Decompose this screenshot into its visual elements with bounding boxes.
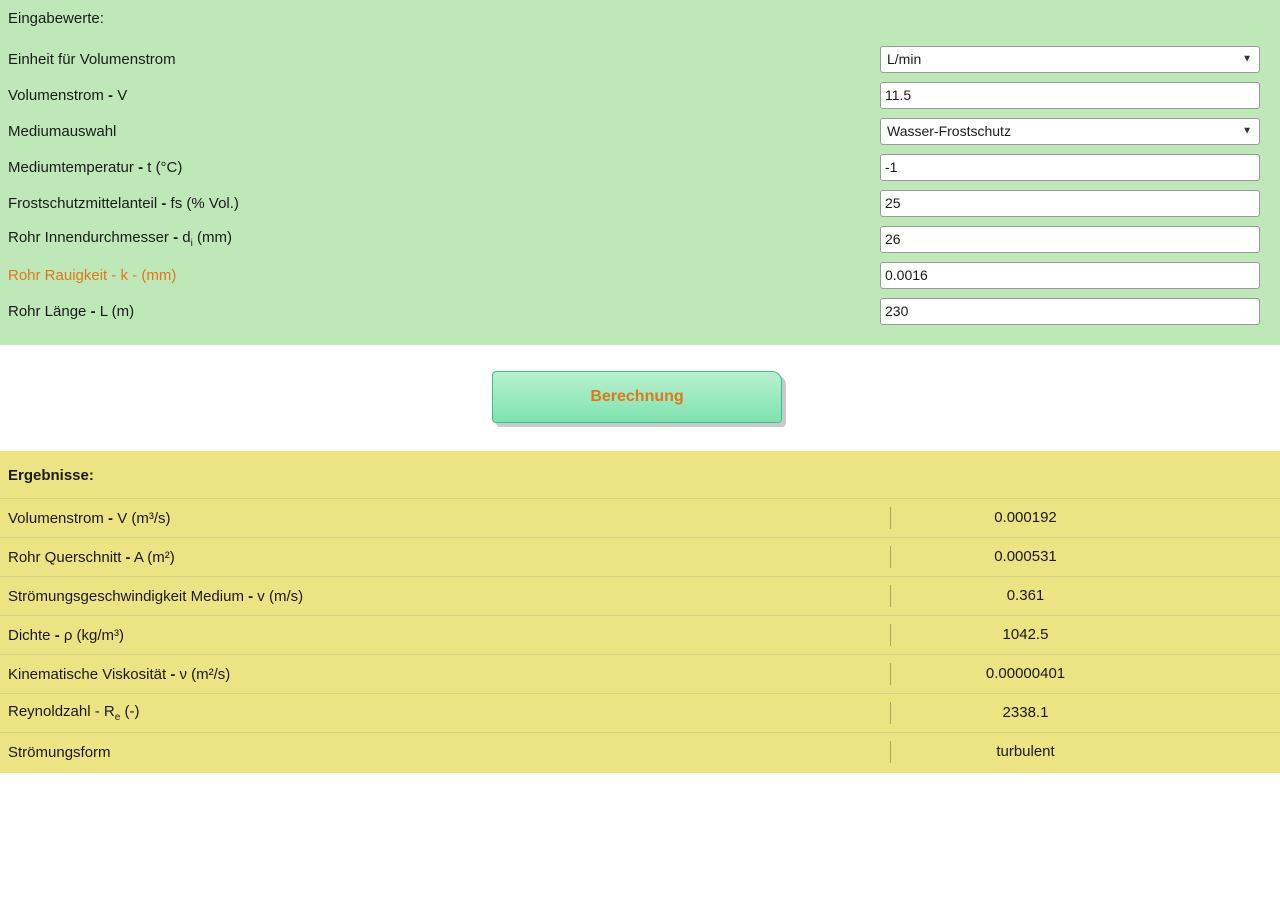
result-label-kinematic-viscosity: Kinematische Viskosität - ν (m²/s) <box>8 665 231 683</box>
input-antifreeze-share[interactable] <box>880 190 1260 217</box>
field-cell-pipe-roughness <box>880 262 1280 289</box>
table-row <box>0 537 1280 576</box>
label-pipe-roughness <box>0 267 880 284</box>
field-cell-pipe-inner-diameter <box>880 226 1280 253</box>
table-row <box>0 732 1280 771</box>
result-value-kinematic-viscosity: 0.00000401 <box>890 663 1280 685</box>
result-value-reynolds-number: 2338.1 <box>890 702 1280 724</box>
table-row <box>0 654 1280 693</box>
input-pipe-inner-diameter[interactable] <box>880 226 1260 253</box>
table-row <box>0 498 1280 537</box>
action-area <box>0 361 1280 451</box>
field-cell-medium <box>880 118 1280 145</box>
field-cell-pipe-length <box>880 298 1280 325</box>
select-wrap-volume-flow-unit <box>880 46 1260 73</box>
field-cell-medium-temperature <box>880 154 1280 181</box>
form-row-pipe-roughness <box>0 257 1280 293</box>
form-row-medium-temperature <box>0 149 1280 185</box>
form-row-medium <box>0 113 1280 149</box>
result-label-flow-regime <box>0 744 890 761</box>
chevron-down-icon: ▼ <box>1242 53 1252 65</box>
label-volume-flow-unit <box>0 51 880 68</box>
result-value-flow-regime: turbulent <box>890 741 1280 763</box>
result-value-density: 1042.5 <box>890 624 1280 646</box>
result-label-density: Dichte - ρ (kg/m³) <box>8 626 125 644</box>
label-text: Einheit für Volumenstrom <box>8 50 176 68</box>
result-label-pipe-cross-section: Rohr Querschnitt - A (m²) <box>8 548 175 566</box>
form-row-pipe-length <box>0 293 1280 329</box>
label-medium <box>0 123 880 140</box>
table-row <box>0 693 1280 732</box>
label-text: Rohr Rauigkeit - k - (mm) <box>8 266 177 284</box>
table-row <box>0 615 1280 654</box>
select-volume-flow-unit[interactable] <box>880 46 1260 73</box>
results-panel-title: Ergebnisse: <box>8 467 94 484</box>
result-label-flow-velocity: Strömungsgeschwindigkeit Medium - v (m/s) <box>8 587 304 605</box>
label-text: Strömungsform <box>8 743 111 761</box>
label-medium-temperature: Mediumtemperatur - t (°C) <box>8 158 183 176</box>
result-value-pipe-cross-section: 0.000531 <box>890 546 1280 568</box>
field-cell-volume-flow <box>880 82 1280 109</box>
input-pipe-roughness[interactable] <box>880 262 1260 289</box>
result-label-volume-flow: Volumenstrom - V (m³/s) <box>8 509 171 527</box>
input-values-panel <box>0 0 1280 345</box>
chevron-down-icon: ▼ <box>1242 125 1252 137</box>
field-cell-antifreeze-share <box>880 190 1280 217</box>
result-value-flow-velocity: 0.361 <box>890 585 1280 607</box>
panel-divider <box>0 345 1280 361</box>
label-pipe-inner-diameter: Rohr Innendurchmesser - $d_i$ (mm) <box>8 229 232 249</box>
form-row-volume-flow-unit <box>0 41 1280 77</box>
input-medium-temperature[interactable] <box>880 154 1260 181</box>
form-row-pipe-inner-diameter <box>0 221 1280 257</box>
results-panel <box>0 451 1280 773</box>
label-text: Mediumauswahl <box>8 122 117 140</box>
input-panel-title: Eingabewerte: <box>8 10 104 27</box>
form-row-volume-flow <box>0 77 1280 113</box>
field-cell-volume-flow-unit <box>880 46 1280 73</box>
select-wrap-medium <box>880 118 1260 145</box>
input-volume-flow[interactable] <box>880 82 1260 109</box>
calculate-button[interactable]: Berechnung <box>492 371 782 423</box>
input-pipe-length[interactable] <box>880 298 1260 325</box>
label-volume-flow: Volumenstrom - V <box>8 86 128 104</box>
form-row-antifreeze-share <box>0 185 1280 221</box>
label-antifreeze-share: Frostschutzmittelanteil - fs (% Vol.) <box>8 194 239 212</box>
table-row <box>0 576 1280 615</box>
label-pipe-length: Rohr Länge - L (m) <box>8 302 135 320</box>
select-medium[interactable] <box>880 118 1260 145</box>
result-value-volume-flow: 0.000192 <box>890 507 1280 529</box>
result-label-reynolds-number: Reynoldzahl - $R_e$ (-) <box>8 703 140 723</box>
